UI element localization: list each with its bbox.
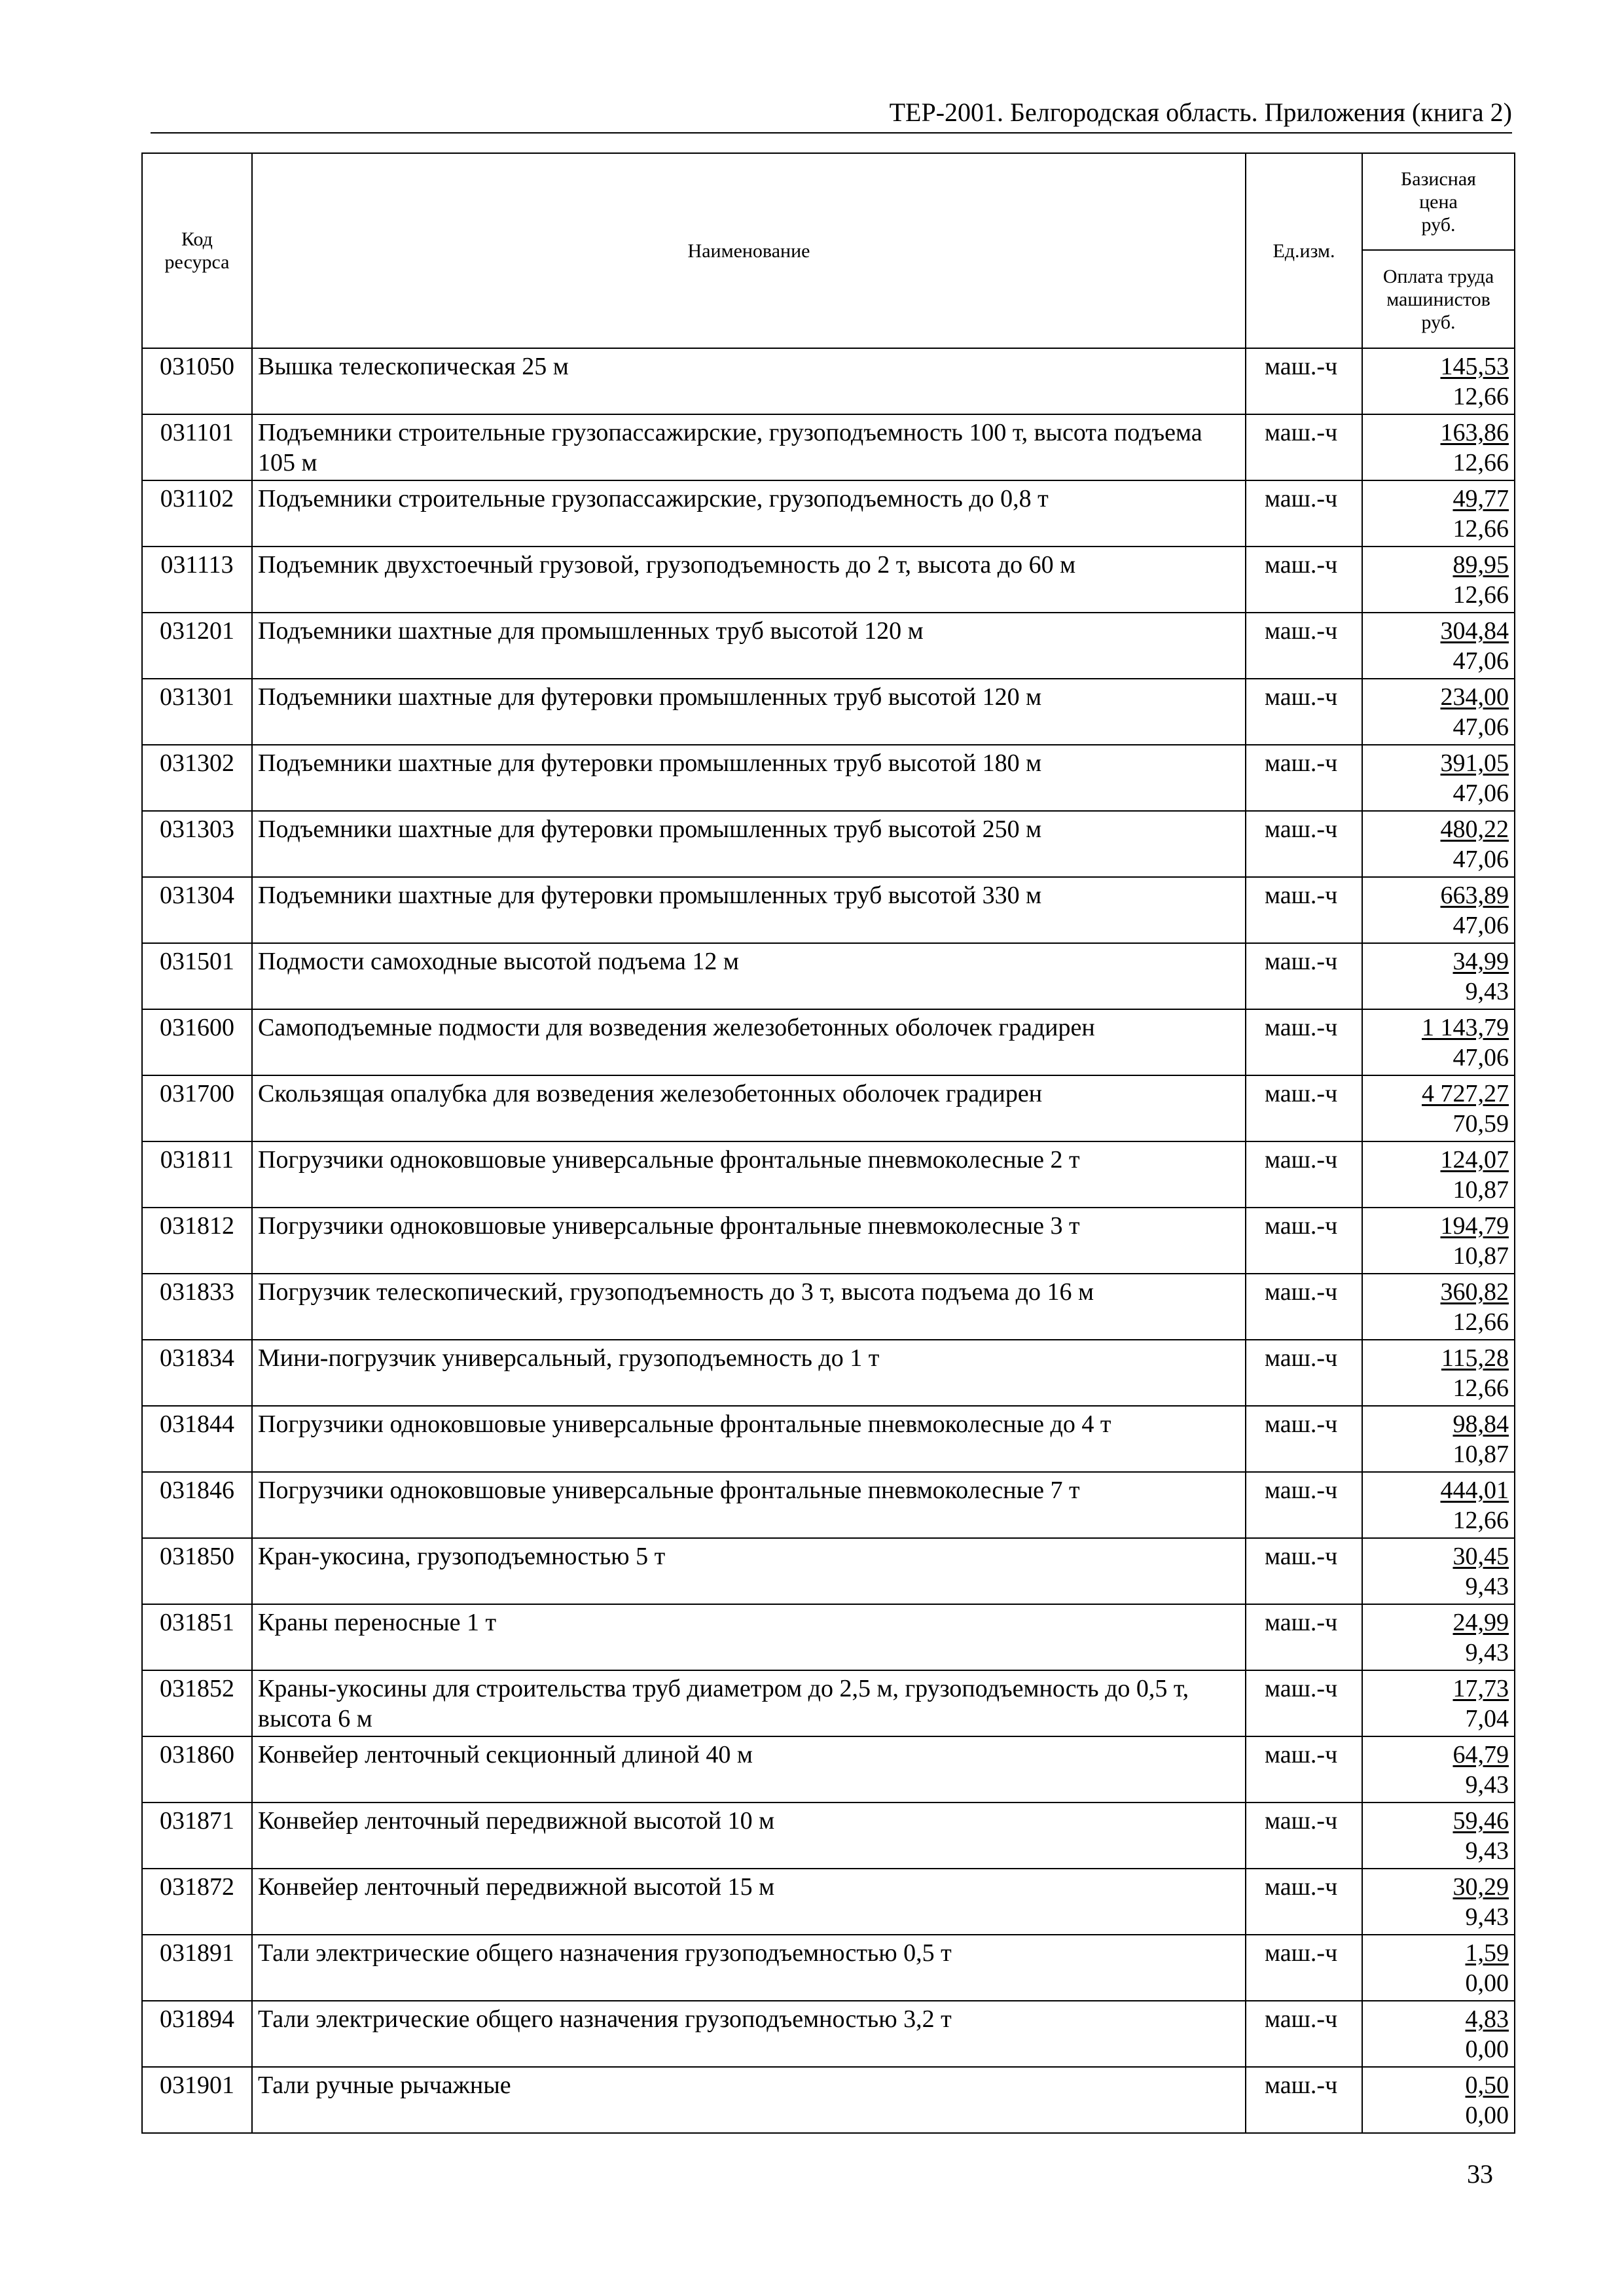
base-price: 24,99 bbox=[1453, 1609, 1509, 1636]
price-cell bbox=[1362, 877, 1515, 943]
price-cell bbox=[1362, 1935, 1515, 2001]
unit-of-measure: маш.-ч bbox=[1246, 348, 1362, 414]
resource-table bbox=[141, 152, 1515, 2134]
resource-name: Мини-погрузчик универсальный, грузоподъемность до 1 т bbox=[252, 1340, 1246, 1406]
price-cell bbox=[1362, 1406, 1515, 1472]
resource-code: 031844 bbox=[142, 1406, 252, 1472]
base-price: 145,53 bbox=[1440, 353, 1509, 380]
base-price: 4,83 bbox=[1465, 2005, 1509, 2033]
table-row bbox=[142, 1736, 1515, 1803]
resource-code: 031302 bbox=[142, 745, 252, 811]
operator-wage: 47,06 bbox=[1453, 647, 1509, 675]
price-cell bbox=[1362, 1472, 1515, 1538]
resource-name: Вышка телескопическая 25 м bbox=[252, 348, 1246, 414]
operator-wage: 9,43 bbox=[1465, 1639, 1509, 1666]
resource-name: Подъемники шахтные для футеровки промышленных труб высотой 250 м bbox=[252, 811, 1246, 877]
price-cell bbox=[1362, 1208, 1515, 1274]
unit-of-measure: маш.-ч bbox=[1246, 745, 1362, 811]
resource-code: 031846 bbox=[142, 1472, 252, 1538]
unit-of-measure: маш.-ч bbox=[1246, 1538, 1362, 1604]
resource-code: 031113 bbox=[142, 547, 252, 613]
operator-wage: 47,06 bbox=[1453, 780, 1509, 807]
column-header-operator-wage: Оплата труда машинистов руб. bbox=[1362, 250, 1515, 348]
table-row bbox=[142, 1406, 1515, 1472]
operator-wage: 9,43 bbox=[1465, 1837, 1509, 1865]
resource-name: Погрузчики одноковшовые универсальные фронтальные пневмоколесные 2 т bbox=[252, 1141, 1246, 1208]
table-row bbox=[142, 1141, 1515, 1208]
operator-wage: 0,00 bbox=[1465, 2102, 1509, 2129]
base-price: 0,50 bbox=[1465, 2072, 1509, 2099]
base-price: 98,84 bbox=[1453, 1410, 1509, 1438]
resource-name: Конвейер ленточный секционный длиной 40 м bbox=[252, 1736, 1246, 1803]
price-cell bbox=[1362, 1869, 1515, 1935]
resource-code: 031304 bbox=[142, 877, 252, 943]
base-price: 124,07 bbox=[1440, 1146, 1509, 1174]
price-cell bbox=[1362, 414, 1515, 480]
resource-code: 031201 bbox=[142, 613, 252, 679]
operator-wage: 12,66 bbox=[1453, 449, 1509, 476]
resource-name: Краны переносные 1 т bbox=[252, 1604, 1246, 1670]
unit-of-measure: маш.-ч bbox=[1246, 1670, 1362, 1736]
table-row bbox=[142, 480, 1515, 547]
base-price: 64,79 bbox=[1453, 1741, 1509, 1768]
price-cell bbox=[1362, 613, 1515, 679]
base-price: 34,99 bbox=[1453, 948, 1509, 975]
unit-of-measure: маш.-ч bbox=[1246, 613, 1362, 679]
price-cell bbox=[1362, 2067, 1515, 2133]
base-price: 1,59 bbox=[1465, 1939, 1509, 1967]
table-row bbox=[142, 414, 1515, 480]
resource-code: 031102 bbox=[142, 480, 252, 547]
resource-code: 031834 bbox=[142, 1340, 252, 1406]
document-title: ТЕР-2001. Белгородская область. Приложения (книга 2) bbox=[889, 98, 1512, 127]
price-cell bbox=[1362, 1340, 1515, 1406]
resource-code: 031894 bbox=[142, 2001, 252, 2067]
operator-wage: 47,06 bbox=[1453, 912, 1509, 939]
price-cell bbox=[1362, 1670, 1515, 1736]
price-cell bbox=[1362, 1274, 1515, 1340]
resource-name: Кран-укосина, грузоподъемностью 5 т bbox=[252, 1538, 1246, 1604]
base-price: 59,46 bbox=[1453, 1807, 1509, 1835]
column-header-unit: Ед.изм. bbox=[1246, 153, 1362, 348]
resource-code: 031872 bbox=[142, 1869, 252, 1935]
table-row bbox=[142, 1208, 1515, 1274]
resource-name: Подмости самоходные высотой подъема 12 м bbox=[252, 943, 1246, 1009]
header-rule bbox=[151, 132, 1512, 134]
operator-wage: 70,59 bbox=[1453, 1110, 1509, 1138]
table-row bbox=[142, 679, 1515, 745]
table-row bbox=[142, 1869, 1515, 1935]
price-cell bbox=[1362, 1141, 1515, 1208]
table-header-row bbox=[142, 153, 1515, 250]
operator-wage: 47,06 bbox=[1453, 1044, 1509, 1071]
table-row bbox=[142, 1472, 1515, 1538]
table-row bbox=[142, 1274, 1515, 1340]
unit-of-measure: маш.-ч bbox=[1246, 1141, 1362, 1208]
column-header-code: Код ресурса bbox=[142, 153, 252, 348]
table-row bbox=[142, 348, 1515, 414]
resource-name: Подъемник двухстоечный грузовой, грузоподъемность до 2 т, высота до 60 м bbox=[252, 547, 1246, 613]
base-price: 115,28 bbox=[1441, 1344, 1509, 1372]
unit-of-measure: маш.-ч bbox=[1246, 1406, 1362, 1472]
price-cell bbox=[1362, 1604, 1515, 1670]
price-cell bbox=[1362, 679, 1515, 745]
resource-code: 031871 bbox=[142, 1803, 252, 1869]
price-cell bbox=[1362, 348, 1515, 414]
table-row bbox=[142, 745, 1515, 811]
table-row bbox=[142, 943, 1515, 1009]
resource-code: 031101 bbox=[142, 414, 252, 480]
base-price: 663,89 bbox=[1440, 882, 1509, 909]
table-row bbox=[142, 1340, 1515, 1406]
resource-code: 031851 bbox=[142, 1604, 252, 1670]
base-price: 194,79 bbox=[1440, 1212, 1509, 1240]
unit-of-measure: маш.-ч bbox=[1246, 943, 1362, 1009]
unit-of-measure: маш.-ч bbox=[1246, 1274, 1362, 1340]
price-cell bbox=[1362, 1538, 1515, 1604]
operator-wage: 9,43 bbox=[1465, 978, 1509, 1005]
unit-of-measure: маш.-ч bbox=[1246, 1736, 1362, 1803]
table-row bbox=[142, 1803, 1515, 1869]
operator-wage: 10,87 bbox=[1453, 1242, 1509, 1270]
resource-name: Тали ручные рычажные bbox=[252, 2067, 1246, 2133]
base-price: 4 727,27 bbox=[1422, 1080, 1509, 1107]
operator-wage: 47,06 bbox=[1453, 713, 1509, 741]
operator-wage: 12,66 bbox=[1453, 515, 1509, 543]
resource-name: Погрузчик телескопический, грузоподъемность до 3 т, высота подъема до 16 м bbox=[252, 1274, 1246, 1340]
table-body bbox=[142, 348, 1515, 2133]
table-row bbox=[142, 1009, 1515, 1075]
operator-wage: 12,66 bbox=[1453, 1308, 1509, 1336]
price-cell bbox=[1362, 811, 1515, 877]
resource-name: Подъемники шахтные для футеровки промышленных труб высотой 180 м bbox=[252, 745, 1246, 811]
resource-name: Подъемники шахтные для промышленных труб высотой 120 м bbox=[252, 613, 1246, 679]
operator-wage: 12,66 bbox=[1453, 1374, 1509, 1402]
unit-of-measure: маш.-ч bbox=[1246, 811, 1362, 877]
price-cell bbox=[1362, 480, 1515, 547]
resource-code: 031860 bbox=[142, 1736, 252, 1803]
unit-of-measure: маш.-ч bbox=[1246, 480, 1362, 547]
base-price: 49,77 bbox=[1453, 485, 1509, 512]
resource-name: Подъемники шахтные для футеровки промышленных труб высотой 120 м bbox=[252, 679, 1246, 745]
price-cell bbox=[1362, 1009, 1515, 1075]
resource-code: 031891 bbox=[142, 1935, 252, 2001]
price-cell bbox=[1362, 1803, 1515, 1869]
price-cell bbox=[1362, 1736, 1515, 1803]
page-number: 33 bbox=[1467, 2159, 1493, 2189]
resource-name: Конвейер ленточный передвижной высотой 10 м bbox=[252, 1803, 1246, 1869]
resource-code: 031050 bbox=[142, 348, 252, 414]
operator-wage: 10,87 bbox=[1453, 1176, 1509, 1204]
resource-name: Подъемники строительные грузопассажирские, грузоподъемность до 0,8 т bbox=[252, 480, 1246, 547]
column-header-name: Наименование bbox=[252, 153, 1246, 348]
resource-code: 031812 bbox=[142, 1208, 252, 1274]
unit-of-measure: маш.-ч bbox=[1246, 877, 1362, 943]
resource-name: Подъемники шахтные для футеровки промышленных труб высотой 330 м bbox=[252, 877, 1246, 943]
base-price: 304,84 bbox=[1440, 617, 1509, 645]
table-row bbox=[142, 547, 1515, 613]
unit-of-measure: маш.-ч bbox=[1246, 1472, 1362, 1538]
table-row bbox=[142, 2067, 1515, 2133]
resource-code: 031600 bbox=[142, 1009, 252, 1075]
price-cell bbox=[1362, 1075, 1515, 1141]
price-cell bbox=[1362, 943, 1515, 1009]
resource-code: 031901 bbox=[142, 2067, 252, 2133]
table-row bbox=[142, 1538, 1515, 1604]
base-price: 17,73 bbox=[1453, 1675, 1509, 1702]
unit-of-measure: маш.-ч bbox=[1246, 1009, 1362, 1075]
base-price: 163,86 bbox=[1440, 419, 1509, 446]
operator-wage: 9,43 bbox=[1465, 1903, 1509, 1931]
resource-name: Краны-укосины для строительства труб диаметром до 2,5 м, грузоподъемность до 0,5 т, высота 6 м bbox=[252, 1670, 1246, 1736]
operator-wage: 12,66 bbox=[1453, 1507, 1509, 1534]
resource-code: 031301 bbox=[142, 679, 252, 745]
unit-of-measure: маш.-ч bbox=[1246, 1340, 1362, 1406]
resource-code: 031303 bbox=[142, 811, 252, 877]
unit-of-measure: маш.-ч bbox=[1246, 1075, 1362, 1141]
base-price: 480,22 bbox=[1440, 816, 1509, 843]
base-price: 360,82 bbox=[1440, 1278, 1509, 1306]
resource-name: Тали электрические общего назначения грузоподъемностью 3,2 т bbox=[252, 2001, 1246, 2067]
resource-name: Конвейер ленточный передвижной высотой 15 м bbox=[252, 1869, 1246, 1935]
resource-code: 031811 bbox=[142, 1141, 252, 1208]
resource-name: Скользящая опалубка для возведения железобетонных оболочек градирен bbox=[252, 1075, 1246, 1141]
unit-of-measure: маш.-ч bbox=[1246, 2067, 1362, 2133]
operator-wage: 10,87 bbox=[1453, 1441, 1509, 1468]
resource-name: Тали электрические общего назначения грузоподъемностью 0,5 т bbox=[252, 1935, 1246, 2001]
unit-of-measure: маш.-ч bbox=[1246, 1803, 1362, 1869]
unit-of-measure: маш.-ч bbox=[1246, 2001, 1362, 2067]
resource-code: 031501 bbox=[142, 943, 252, 1009]
unit-of-measure: маш.-ч bbox=[1246, 547, 1362, 613]
unit-of-measure: маш.-ч bbox=[1246, 1604, 1362, 1670]
unit-of-measure: маш.-ч bbox=[1246, 414, 1362, 480]
base-price: 234,00 bbox=[1440, 683, 1509, 711]
resource-code: 031852 bbox=[142, 1670, 252, 1736]
resource-name: Подъемники строительные грузопассажирские, грузоподъемность 100 т, высота подъема 105 м bbox=[252, 414, 1246, 480]
table-row bbox=[142, 2001, 1515, 2067]
operator-wage: 12,66 bbox=[1453, 383, 1509, 410]
table-row bbox=[142, 613, 1515, 679]
base-price: 30,45 bbox=[1453, 1543, 1509, 1570]
operator-wage: 0,00 bbox=[1465, 2036, 1509, 2063]
base-price: 444,01 bbox=[1440, 1477, 1509, 1504]
base-price: 1 143,79 bbox=[1422, 1014, 1509, 1041]
operator-wage: 12,66 bbox=[1453, 581, 1509, 609]
operator-wage: 7,04 bbox=[1465, 1705, 1509, 1732]
table-row bbox=[142, 1604, 1515, 1670]
unit-of-measure: маш.-ч bbox=[1246, 1869, 1362, 1935]
operator-wage: 9,43 bbox=[1465, 1573, 1509, 1600]
resource-code: 031833 bbox=[142, 1274, 252, 1340]
unit-of-measure: маш.-ч bbox=[1246, 1208, 1362, 1274]
resource-code: 031850 bbox=[142, 1538, 252, 1604]
table-row bbox=[142, 1075, 1515, 1141]
price-cell bbox=[1362, 547, 1515, 613]
operator-wage: 9,43 bbox=[1465, 1771, 1509, 1799]
price-cell bbox=[1362, 2001, 1515, 2067]
base-price: 30,29 bbox=[1453, 1873, 1509, 1901]
column-header-base-price: Базисная цена руб. bbox=[1362, 153, 1515, 250]
operator-wage: 47,06 bbox=[1453, 846, 1509, 873]
base-price: 391,05 bbox=[1440, 749, 1509, 777]
resource-name: Самоподъемные подмости для возведения железобетонных оболочек градирен bbox=[252, 1009, 1246, 1075]
table-row bbox=[142, 1670, 1515, 1736]
operator-wage: 0,00 bbox=[1465, 1969, 1509, 1997]
resource-name: Погрузчики одноковшовые универсальные фронтальные пневмоколесные до 4 т bbox=[252, 1406, 1246, 1472]
resource-name: Погрузчики одноковшовые универсальные фронтальные пневмоколесные 3 т bbox=[252, 1208, 1246, 1274]
price-cell bbox=[1362, 745, 1515, 811]
table-row bbox=[142, 811, 1515, 877]
base-price: 89,95 bbox=[1453, 551, 1509, 579]
unit-of-measure: маш.-ч bbox=[1246, 1935, 1362, 2001]
table-row bbox=[142, 1935, 1515, 2001]
unit-of-measure: маш.-ч bbox=[1246, 679, 1362, 745]
resource-name: Погрузчики одноковшовые универсальные фронтальные пневмоколесные 7 т bbox=[252, 1472, 1246, 1538]
resource-code: 031700 bbox=[142, 1075, 252, 1141]
table-row bbox=[142, 877, 1515, 943]
